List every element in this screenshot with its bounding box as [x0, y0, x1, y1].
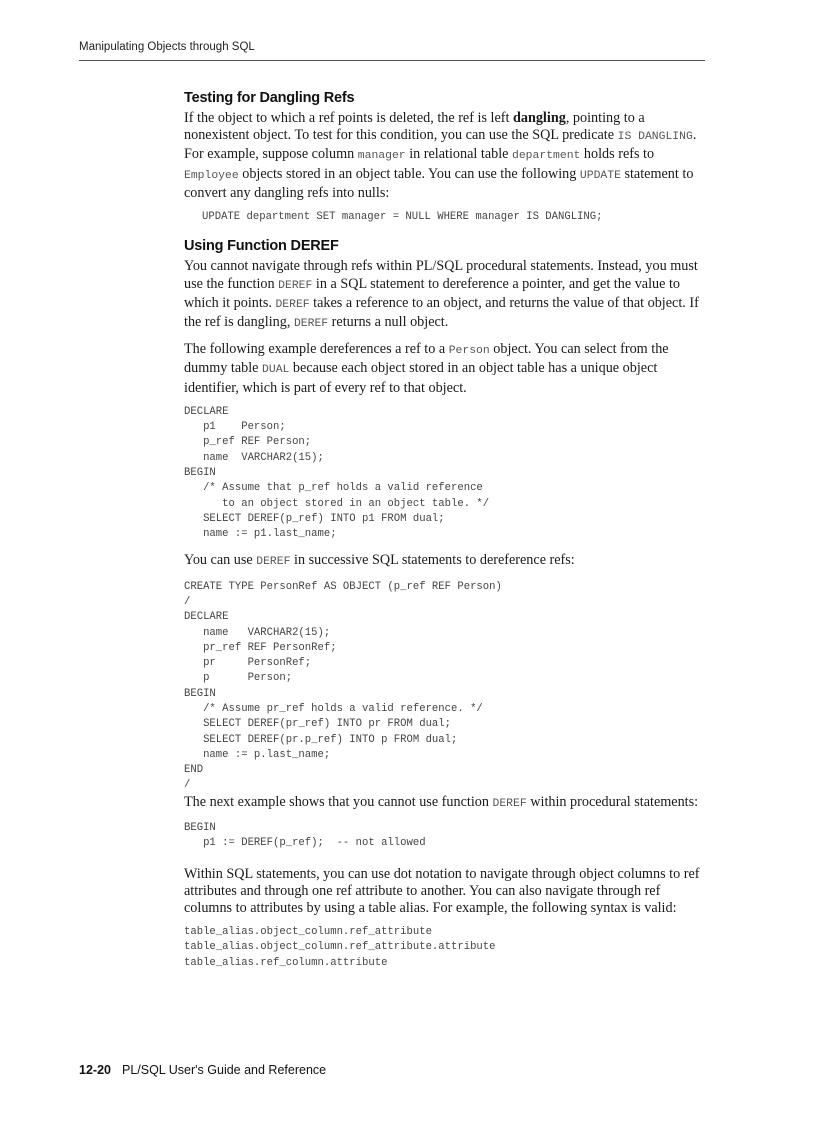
code-block-not-allowed: BEGIN p1 := DEREF(p_ref); -- not allowed — [184, 821, 426, 850]
paragraph-dot-notation: Within SQL statements, you can use dot notation to navigate through object columns to ref attributes and through one ref attribute to another. You can also navigate through ref columns to attributes by using a table alias. For example, the following syntax is valid: — [184, 865, 700, 916]
paragraph-dangling-refs: If the object to which a ref points is deleted, the ref is left dangling, pointing to a nonexistent object. To test for this condition, you can use the SQL predicate IS DANGLING. For example, suppose column manager in relational table department holds refs to Employee objects stored in an object table. You can use the following UPDATE statement to convert any dangling refs into nulls: — [184, 110, 697, 201]
inline-code: IS DANGLING — [617, 131, 693, 144]
section-heading-dangling-refs: Testing for Dangling Refs — [184, 90, 355, 106]
term-dangling: dangling — [512, 110, 566, 126]
inline-code: DEREF — [256, 556, 291, 569]
inline-code: department — [512, 150, 581, 163]
paragraph-deref-intro: You cannot navigate through refs within PL/SQL procedural statements. Instead, you must use the function DEREF in a SQL statement to dereference a pointer, and get the value to which it points. DEREF takes a reference to an object, and returns the value of that object. If the ref is dangling, DEREF returns a null object. — [184, 258, 699, 330]
paragraph-deref-example: The following example dereferences a ref to a Person object. You can select from the dummy table DUAL because each object stored in an object table has a unique object identifier, which is part of every ref to that object. — [184, 341, 669, 396]
inline-code: manager — [357, 150, 406, 163]
inline-code: Person — [448, 345, 490, 358]
running-header: Manipulating Objects through SQL — [79, 41, 255, 53]
code-block-personref: CREATE TYPE PersonRef AS OBJECT (p_ref REF Person) / DECLARE name VARCHAR2(15); pr_ref REF PersonRef; pr PersonRef; p Person; BEGIN /* Assume pr_ref holds a valid reference. */ SELECT DEREF(pr_ref) INTO pr FROM dual; SELECT DEREF(pr.p_ref) INTO p FROM dual; name := p.last_name; END / — [184, 580, 502, 792]
section-heading-deref: Using Function DEREF — [184, 238, 339, 255]
page-footer — [79, 1063, 326, 1077]
inline-code: DEREF — [275, 298, 310, 311]
code-block-table-alias: table_alias.object_column.ref_attribute table_alias.object_column.ref_attribute.attribute table_alias.ref_column.attribute — [184, 926, 496, 969]
book-title: PL/SQL User's Guide and Reference — [121, 1063, 327, 1077]
code-block-declare-person: DECLARE p1 Person; p_ref REF Person; name VARCHAR2(15); BEGIN /* Assume that p_ref holds a valid reference to an object stored in an object table. */ SELECT DEREF(p_ref) INTO p1 FROM dual; name := p1.last_name; — [184, 405, 490, 541]
paragraph-not-allowed: The next example shows that you cannot use function DEREF within procedural statements: — [184, 793, 699, 810]
code-block-update: UPDATE department SET manager = NULL WHERE manager IS DANGLING; — [202, 211, 603, 224]
inline-code: DEREF — [278, 279, 313, 292]
paragraph-successive-deref: You can use DEREF in successive SQL statements to dereference refs: — [184, 552, 575, 569]
page-number: 12-20 — [79, 1063, 111, 1077]
inline-code: UPDATE — [579, 169, 621, 182]
header-divider — [79, 60, 705, 61]
inline-code: DEREF — [492, 797, 527, 810]
page-body — [184, 90, 706, 981]
inline-code: DUAL — [262, 364, 290, 377]
inline-code: DEREF — [293, 317, 329, 330]
inline-code: Employee — [184, 169, 239, 182]
